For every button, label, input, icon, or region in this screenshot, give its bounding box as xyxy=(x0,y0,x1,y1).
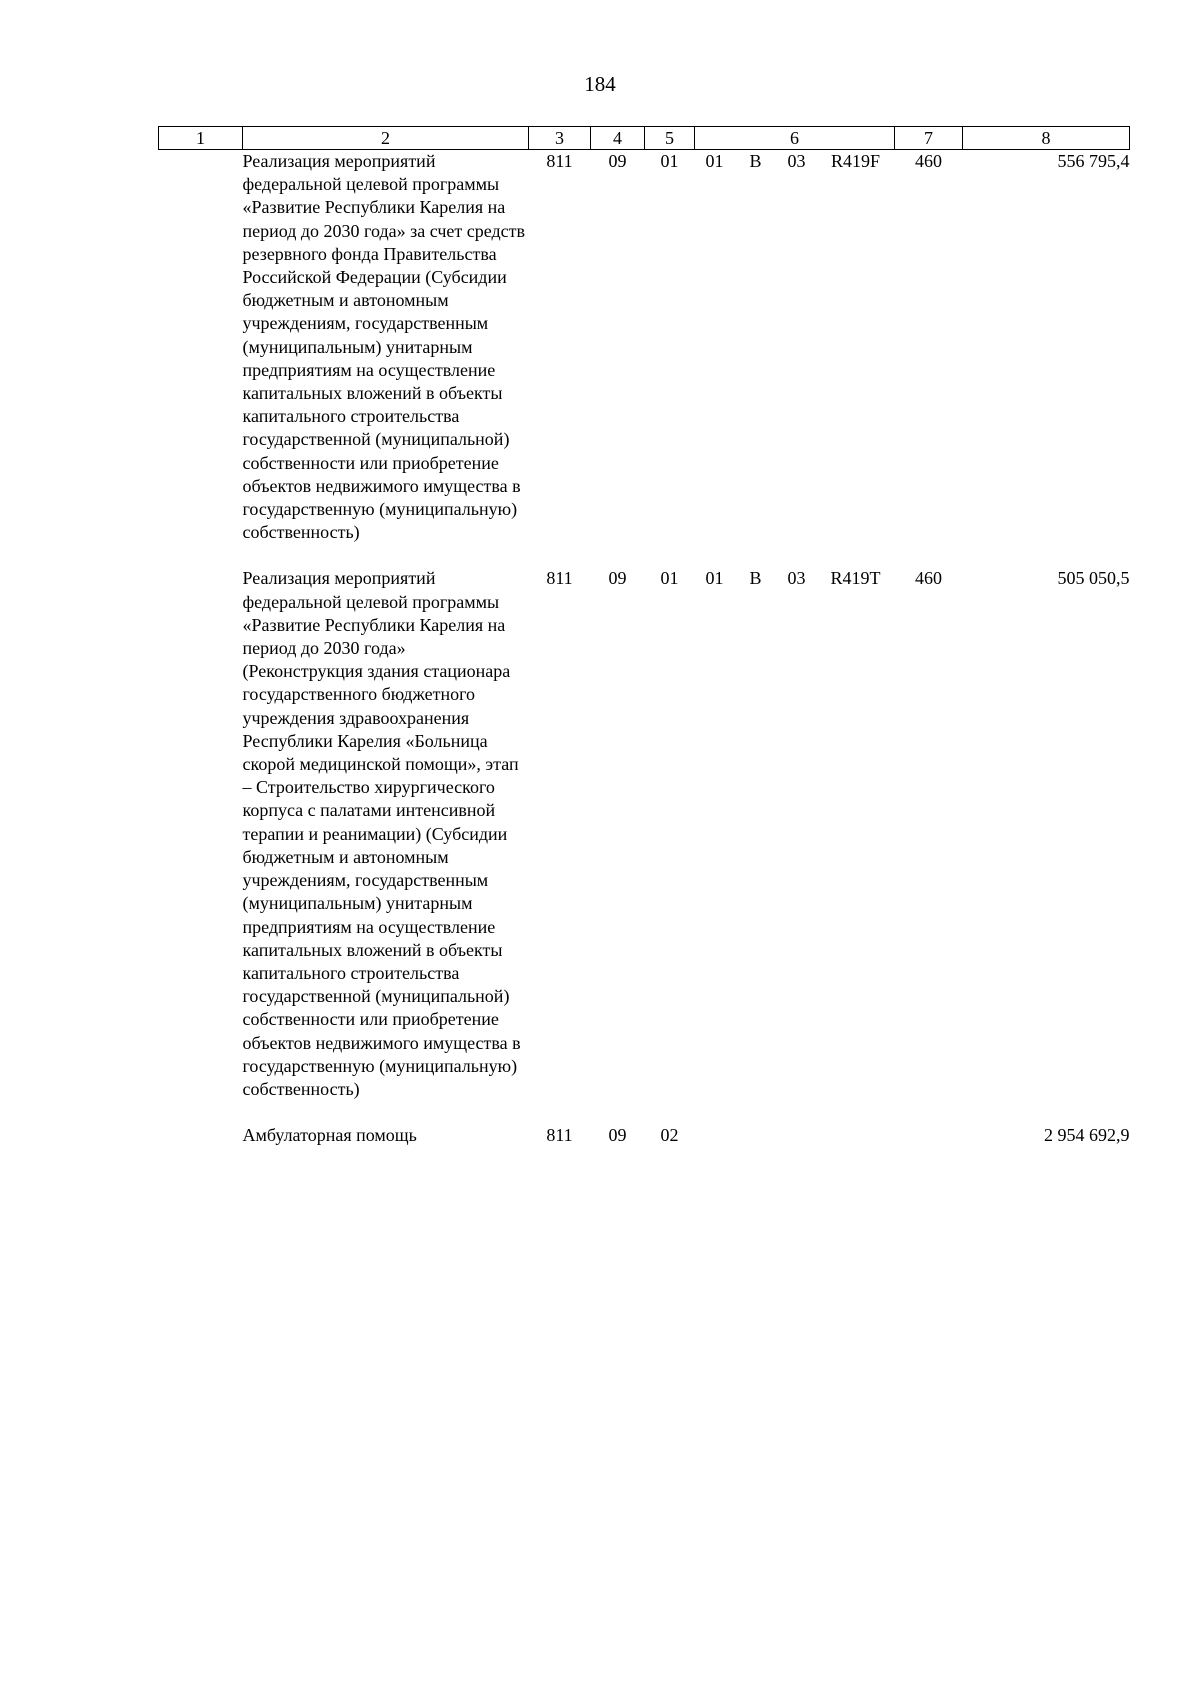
row-spacer xyxy=(159,544,1130,567)
table-header-row xyxy=(159,127,1130,150)
header-col-4: 4 xyxy=(591,127,645,150)
table-row xyxy=(159,150,1130,545)
row-vr: 460 xyxy=(915,568,942,589)
row-spacer xyxy=(159,1101,1130,1124)
row-rz: 09 xyxy=(608,568,627,589)
cell-empty xyxy=(159,150,243,545)
row-pr: 01 xyxy=(660,568,679,589)
row-cs2: В xyxy=(749,151,762,171)
row-cs3: 03 xyxy=(787,568,806,589)
row-cs3 xyxy=(777,1124,817,1147)
header-col-3: 3 xyxy=(529,127,591,150)
row-cs1: 01 xyxy=(705,151,724,171)
row-ved: 811 xyxy=(546,1125,573,1146)
cell-empty xyxy=(159,567,243,1101)
table-row xyxy=(159,1124,1130,1147)
row-cs2: В xyxy=(749,568,762,589)
row-amount: 2 954 692,9 xyxy=(1044,1125,1130,1146)
row-pr: 02 xyxy=(660,1125,679,1146)
row-cs2 xyxy=(735,1124,777,1147)
header-col-6: 6 xyxy=(695,127,895,150)
page-number: 184 xyxy=(584,72,616,96)
row-name: Амбулаторная помощь xyxy=(242,1125,417,1146)
row-name: Реализация мероприятий федеральной целевой программы «Развитие Республики Карелия на период до 2030 года» (Реконструкция здания стационара государственного бюджетного учреждения здравоохранения Республики Карелия «Больница скорой медицинской помощи», этап – Строительство хирургического корпуса с палатами интенсивной терапии и реанимации) (Субсидии бюджетным и автономным учреждениям, государственным (муниципальным) унитарным предприятиям на осуществление капитальных вложений в объекты капитального строительства государственной (муниципальной) собственности или приобретение объектов недвижимого имущества в государственную (муниципальную) собственность) xyxy=(242,568,521,1099)
row-ved: 811 xyxy=(546,568,573,589)
row-amount: 556 795,4 xyxy=(1057,151,1130,171)
row-cs3: 03 xyxy=(787,151,806,171)
row-rz: 09 xyxy=(608,151,627,171)
table-row xyxy=(159,567,1130,1101)
header-col-2: 2 xyxy=(243,127,529,150)
header-col-7: 7 xyxy=(895,127,963,150)
row-cs1: 01 xyxy=(705,568,724,589)
row-cs4: R419F xyxy=(830,151,881,171)
header-col-1: 1 xyxy=(159,127,243,150)
row-cs1 xyxy=(695,1124,735,1147)
row-vr: 460 xyxy=(915,151,942,171)
row-amount: 505 050,5 xyxy=(1057,568,1130,589)
row-vr xyxy=(895,1124,963,1147)
row-cs4 xyxy=(817,1124,895,1147)
cell-empty xyxy=(159,1124,243,1147)
header-col-5: 5 xyxy=(645,127,695,150)
row-ved: 811 xyxy=(546,151,573,171)
budget-table xyxy=(158,126,1130,1147)
row-cs4: R419T xyxy=(830,568,881,589)
row-rz: 09 xyxy=(608,1125,627,1146)
row-name: Реализация мероприятий федеральной целевой программы «Развитие Республики Карелия на период до 2030 года» за счет средств резервного фонда Правительства Российской Федерации (Субсидии бюджетным и автономным учреждениям, государственным (муниципальным) унитарным предприятиям на осуществление капитальных вложений в объекты капитального строительства государственной (муниципальной) собственности или приобретение объектов недвижимого имущества в государственную (муниципальную) собственность) xyxy=(242,151,526,543)
header-col-8: 8 xyxy=(963,127,1130,150)
row-pr: 01 xyxy=(660,151,679,171)
